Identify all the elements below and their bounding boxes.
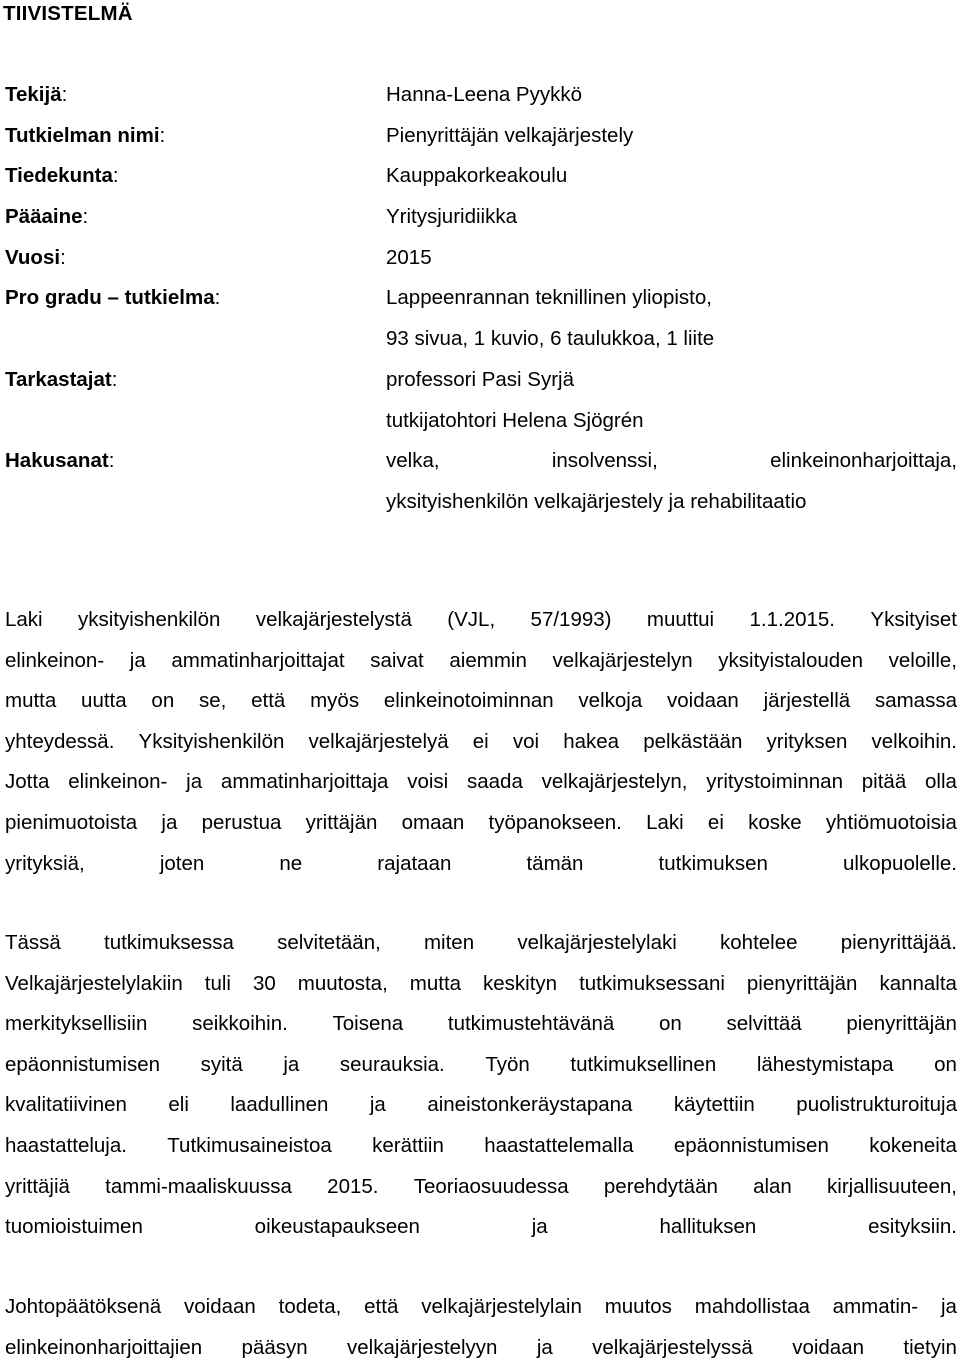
metadata-label-text: Hakusanat bbox=[5, 449, 109, 473]
paragraph-line bbox=[5, 1045, 957, 1086]
metadata-row bbox=[5, 363, 957, 404]
word: seikkoihin. bbox=[192, 1012, 288, 1036]
word: ammatin- bbox=[832, 1295, 919, 1318]
word: uutta bbox=[81, 689, 127, 713]
metadata-label-text: Pro gradu – tutkielma bbox=[5, 286, 215, 310]
word: ammatinharjoittaja bbox=[220, 770, 389, 794]
word: kokeneita bbox=[869, 1133, 957, 1157]
word: velkajärjestelyssä bbox=[592, 1335, 753, 1359]
word: velkoihin. bbox=[871, 729, 957, 753]
metadata-label-colon: : bbox=[82, 205, 89, 229]
word: perehdytään bbox=[603, 1174, 718, 1198]
word: pienimuotoista bbox=[5, 810, 138, 834]
word: ja bbox=[283, 1052, 300, 1076]
word: pienyrittäjän bbox=[746, 971, 858, 995]
metadata-label-colon: : bbox=[111, 367, 118, 391]
word: kerättiin bbox=[372, 1133, 444, 1157]
metadata-value: Yritysjuridiikka bbox=[386, 205, 517, 229]
word: Teoriaosuudessa bbox=[413, 1174, 569, 1198]
metadata-table bbox=[5, 78, 957, 526]
metadata-row bbox=[5, 281, 957, 322]
word: velkajärjestelylain bbox=[421, 1295, 582, 1318]
word: eli bbox=[168, 1093, 189, 1117]
metadata-row bbox=[5, 119, 957, 160]
metadata-row bbox=[5, 485, 957, 526]
word: Velkajärjestelylakiin bbox=[5, 971, 183, 995]
word: saada bbox=[467, 770, 523, 794]
word: puolistrukturoituja bbox=[796, 1093, 957, 1117]
word: selvitetään, bbox=[277, 931, 381, 954]
metadata-value: tutkijatohtori Helena Sjögrén bbox=[386, 408, 644, 432]
word: haastattelemalla bbox=[484, 1133, 634, 1157]
word: elinkeinonharjoittaja, bbox=[770, 449, 957, 473]
metadata-label-colon: : bbox=[60, 245, 66, 269]
metadata-label-text: Tarkastajat bbox=[5, 367, 112, 391]
metadata-label bbox=[5, 78, 67, 112]
metadata-label-text: Tiedekunta bbox=[5, 164, 113, 188]
word: tutkimustehtävänä bbox=[447, 1012, 615, 1036]
word: kohtelee bbox=[720, 931, 798, 954]
metadata-label-colon: : bbox=[214, 286, 221, 310]
word: on bbox=[658, 1012, 682, 1036]
abstract-title: TIIVISTELMÄ bbox=[3, 2, 133, 25]
word: velkajärjestelyyn bbox=[347, 1335, 498, 1359]
word: että bbox=[251, 689, 286, 713]
word: Toisena bbox=[332, 1012, 404, 1036]
word: elinkeinonharjoittajien bbox=[5, 1335, 203, 1359]
abstract-paragraph-1 bbox=[5, 600, 957, 884]
word: lähestymistapa bbox=[756, 1052, 894, 1076]
word: elinkeinotoiminnan bbox=[383, 689, 554, 713]
word: samassa bbox=[874, 689, 957, 713]
word: se, bbox=[199, 689, 227, 713]
paragraph-line bbox=[5, 681, 957, 722]
word: velkajärjestelyä bbox=[308, 729, 449, 753]
word: pienyrittäjän bbox=[846, 1012, 957, 1036]
word: ja bbox=[536, 1335, 553, 1359]
metadata-label bbox=[5, 281, 220, 315]
metadata-label-text: Pääaine bbox=[5, 205, 83, 229]
word: omaan bbox=[401, 810, 465, 834]
word: keskityn bbox=[483, 971, 558, 995]
paragraph-line bbox=[5, 1126, 957, 1167]
metadata-value: Lappeenrannan teknillinen yliopisto, bbox=[386, 286, 712, 310]
word: yrityksen bbox=[766, 729, 848, 753]
word: yritystoiminnan bbox=[706, 770, 843, 794]
word: voidaan bbox=[183, 1295, 256, 1318]
word: velka, bbox=[386, 449, 440, 473]
word: pienyrittäjää. bbox=[840, 931, 957, 954]
word: on bbox=[151, 689, 175, 713]
word: yrittäjiä bbox=[5, 1174, 70, 1198]
word: yksityistalouden bbox=[718, 648, 863, 672]
word: mutta bbox=[5, 689, 57, 713]
word: velkajärjestelyn, bbox=[541, 770, 688, 794]
metadata-label bbox=[5, 241, 66, 275]
metadata-label bbox=[5, 159, 119, 193]
metadata-value bbox=[386, 444, 957, 478]
metadata-label-text: Vuosi bbox=[5, 245, 61, 269]
metadata-value: Pienyrittäjän velkajärjestely bbox=[386, 123, 634, 147]
word: työpanokseen. bbox=[488, 810, 622, 834]
word: Yksityiset bbox=[870, 608, 957, 631]
word: velkajärjestelyn bbox=[552, 648, 693, 672]
metadata-label-colon: : bbox=[112, 164, 119, 188]
paragraph-line bbox=[5, 762, 957, 803]
metadata-value: 2015 bbox=[386, 245, 432, 269]
word: yksityishenkilön bbox=[78, 608, 221, 631]
paragraph-line bbox=[5, 722, 957, 763]
word: yhteydessä. bbox=[5, 729, 115, 753]
word: kvalitatiivinen bbox=[5, 1093, 127, 1117]
metadata-label bbox=[5, 119, 165, 153]
paragraph-line bbox=[5, 641, 957, 682]
word: ja bbox=[940, 1295, 957, 1318]
word: pitää bbox=[861, 770, 907, 794]
word: pelkästään bbox=[643, 729, 743, 753]
word: Yksityishenkilön bbox=[138, 729, 285, 753]
word: pääsyn bbox=[241, 1335, 308, 1359]
word: ja bbox=[129, 648, 146, 672]
metadata-label-text: Tekijä bbox=[5, 83, 62, 106]
word: tutkimuksessani bbox=[579, 971, 725, 995]
paragraph-line bbox=[5, 1287, 957, 1328]
paragraph-line bbox=[5, 1004, 957, 1045]
paragraph-line bbox=[5, 600, 957, 641]
metadata-value: yksityishenkilön velkajärjestely ja rehabilitaatio bbox=[386, 489, 807, 513]
word: on bbox=[934, 1052, 957, 1076]
word: ja bbox=[369, 1093, 386, 1117]
word: että bbox=[364, 1295, 399, 1318]
paragraph-line bbox=[5, 964, 957, 1005]
word: voi bbox=[512, 729, 540, 753]
word: syitä bbox=[200, 1052, 243, 1076]
paragraph-line bbox=[5, 1328, 957, 1368]
word: epäonnistumisen bbox=[5, 1052, 160, 1076]
word: 2015. bbox=[327, 1174, 379, 1198]
word: voisi bbox=[407, 770, 449, 794]
word: haastatteluja. bbox=[5, 1133, 127, 1157]
word: ja bbox=[161, 810, 178, 834]
word: velkajärjestelylaki bbox=[517, 931, 677, 954]
word: ammatinharjoittajat bbox=[171, 648, 345, 672]
metadata-value: Kauppakorkeakoulu bbox=[386, 164, 568, 188]
metadata-value: Hanna-Leena Pyykkö bbox=[386, 83, 583, 106]
paragraph-line: tuomioistuimen oikeustapaukseen ja hallituksen esityksiin. bbox=[5, 1215, 957, 1239]
word: veloille, bbox=[888, 648, 957, 672]
word: voidaan bbox=[667, 689, 739, 713]
metadata-label-colon: : bbox=[159, 123, 166, 147]
metadata-row bbox=[5, 322, 957, 363]
word: laadullinen bbox=[230, 1093, 329, 1117]
word: (VJL, bbox=[447, 608, 496, 631]
word: elinkeinon- bbox=[5, 648, 105, 672]
word: olla bbox=[925, 770, 957, 794]
word: ei bbox=[472, 729, 489, 753]
word: Tässä bbox=[5, 931, 61, 954]
word: Laki bbox=[646, 810, 684, 834]
word: 57/1993) bbox=[530, 608, 612, 631]
word: Laki bbox=[5, 608, 43, 631]
metadata-row bbox=[5, 78, 957, 119]
paragraph-line bbox=[5, 923, 957, 964]
word: muutos bbox=[604, 1295, 672, 1318]
word: yrittäjän bbox=[305, 810, 378, 834]
metadata-row bbox=[5, 444, 957, 485]
word: merkityksellisiin bbox=[5, 1012, 148, 1036]
word: selvittää bbox=[726, 1012, 802, 1036]
word: elinkeinon- bbox=[68, 770, 168, 794]
paragraph-line bbox=[5, 803, 957, 844]
word: ei bbox=[707, 810, 724, 834]
word: kannalta bbox=[879, 971, 957, 995]
word: tuli bbox=[204, 971, 231, 995]
word: aineistonkeräystapana bbox=[427, 1093, 633, 1117]
word: insolvenssi, bbox=[551, 449, 658, 473]
word: käytettiin bbox=[673, 1093, 755, 1117]
metadata-row bbox=[5, 159, 957, 200]
word: aiemmin bbox=[449, 648, 527, 672]
word: todeta, bbox=[278, 1295, 342, 1318]
word: tammi-maaliskuussa bbox=[105, 1174, 292, 1198]
word: Jotta bbox=[5, 770, 50, 794]
word: miten bbox=[423, 931, 475, 954]
metadata-value: professori Pasi Syrjä bbox=[386, 367, 574, 391]
word: saivat bbox=[370, 648, 424, 672]
word: myös bbox=[310, 689, 360, 713]
metadata-label-text: Tutkielman nimi bbox=[5, 123, 160, 147]
paragraph-line: yrityksiä, joten ne rajataan tämän tutkimuksen ulkopuolelle. bbox=[5, 851, 957, 875]
word: voidaan bbox=[792, 1335, 864, 1359]
word: tutkimuksessa bbox=[104, 931, 234, 954]
word: ja bbox=[186, 770, 203, 794]
word: Työn bbox=[485, 1052, 530, 1076]
word: velkoja bbox=[578, 689, 643, 713]
word: 30 bbox=[252, 971, 276, 995]
metadata-row bbox=[5, 241, 957, 282]
word: muutosta, bbox=[297, 971, 388, 995]
paragraph-line bbox=[5, 1167, 957, 1208]
word: 1.1.2015. bbox=[749, 608, 835, 631]
word: alan bbox=[753, 1174, 792, 1198]
word: muuttui bbox=[646, 608, 715, 631]
metadata-label-colon: : bbox=[61, 83, 68, 106]
word: velkajärjestelystä bbox=[255, 608, 412, 631]
word: epäonnistumisen bbox=[673, 1133, 829, 1157]
metadata-row bbox=[5, 404, 957, 445]
word: järjestellä bbox=[763, 689, 851, 713]
word: seurauksia. bbox=[339, 1052, 445, 1076]
word: Johtopäätöksenä bbox=[5, 1295, 162, 1318]
word: hakea bbox=[563, 729, 620, 753]
word: tutkimuksellinen bbox=[570, 1052, 717, 1076]
metadata-label bbox=[5, 363, 117, 397]
word: perustua bbox=[201, 810, 282, 834]
metadata-row bbox=[5, 200, 957, 241]
paragraph-line bbox=[5, 1085, 957, 1126]
word: mutta bbox=[409, 971, 462, 995]
metadata-value: 93 sivua, 1 kuvio, 6 taulukkoa, 1 liite bbox=[386, 327, 715, 351]
word: tietyin bbox=[903, 1335, 957, 1359]
abstract-paragraph-3 bbox=[5, 1287, 957, 1368]
word: Tutkimusaineistoa bbox=[167, 1133, 332, 1157]
metadata-label bbox=[5, 200, 88, 234]
word: yhtiömuotoisia bbox=[825, 810, 957, 834]
word: koske bbox=[748, 810, 802, 834]
metadata-label-colon: : bbox=[108, 449, 115, 473]
abstract-paragraph-2 bbox=[5, 923, 957, 1248]
word: kirjallisuuteen, bbox=[827, 1174, 957, 1198]
word: mahdollistaa bbox=[694, 1295, 810, 1318]
metadata-label bbox=[5, 444, 114, 478]
